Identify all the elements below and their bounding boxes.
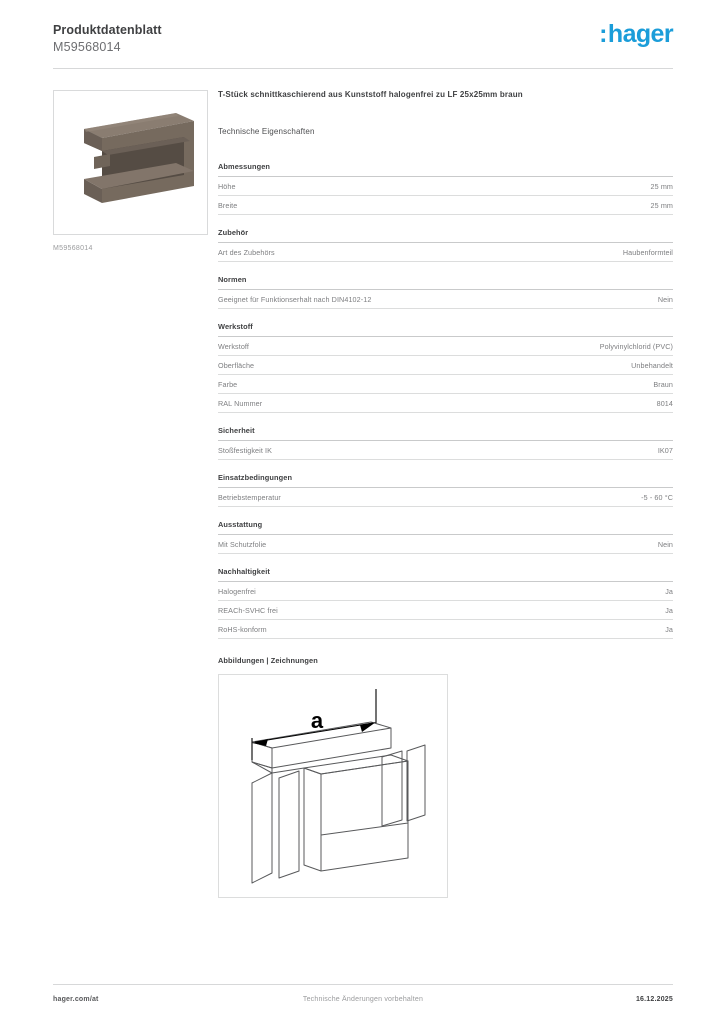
logo-wordmark: hager (607, 20, 673, 48)
spec-row (218, 196, 673, 215)
spec-label: RoHS-konform (218, 625, 267, 635)
spec-row (218, 356, 673, 375)
spec-group-title: Abmessungen (218, 162, 673, 177)
spec-row (218, 620, 673, 639)
spec-row (218, 290, 673, 309)
spec-value: Ja (665, 625, 673, 635)
spec-label: Breite (218, 201, 238, 211)
spec-label: Mit Schutzfolie (218, 540, 267, 550)
spec-value: Haubenformteil (622, 248, 673, 258)
page-header (53, 22, 673, 68)
spec-label: Höhe (218, 182, 236, 192)
spec-label: REACh-SVHC frei (218, 606, 278, 616)
spec-label: Farbe (218, 380, 238, 390)
footer-date: 16.12.2025 (635, 996, 673, 1003)
spec-value: -5 - 60 °C (641, 493, 673, 503)
spec-row (218, 488, 673, 507)
spec-group (218, 426, 673, 460)
spec-value: Polyvinylchlorid (PVC) (599, 342, 673, 352)
spec-group (218, 228, 673, 262)
product-figure (53, 90, 208, 252)
page-title: Produktdatenblatt (53, 23, 162, 37)
spec-row (218, 375, 673, 394)
technical-drawing (219, 675, 447, 897)
drawing-dimension-label: a (310, 708, 324, 734)
spec-groups (218, 162, 673, 639)
spec-group (218, 275, 673, 309)
product-image-box (53, 90, 208, 235)
product-reference: M59568014 (53, 39, 121, 54)
spec-label: Art des Zubehörs (218, 248, 275, 258)
spec-group (218, 473, 673, 507)
spec-group (218, 520, 673, 554)
logo-colon-icon: : (599, 20, 607, 48)
spec-label: Geeignet für Funktionserhalt nach DIN4102-12 (218, 295, 372, 305)
spec-row (218, 394, 673, 413)
footer-disclaimer: Technische Änderungen vorbehalten (302, 996, 424, 1003)
spec-value: IK07 (657, 446, 673, 456)
spec-label: RAL Nummer (218, 399, 263, 409)
spec-row (218, 337, 673, 356)
spec-value: 8014 (656, 399, 673, 409)
spec-label: Stoßfestigkeit IK (218, 446, 273, 456)
spec-label: Betriebstemperatur (218, 493, 281, 503)
hager-logo (599, 20, 673, 49)
spec-row (218, 582, 673, 601)
spec-value: Unbehandelt (631, 361, 673, 371)
spec-value: 25 mm (650, 201, 673, 211)
specs-content (218, 90, 673, 898)
spec-value: Nein (657, 295, 673, 305)
spec-row (218, 441, 673, 460)
spec-group-title: Sicherheit (218, 426, 673, 441)
spec-group (218, 162, 673, 215)
spec-group-title: Werkstoff (218, 322, 673, 337)
spec-value: Ja (665, 606, 673, 616)
spec-value: Nein (657, 540, 673, 550)
spec-value: Braun (653, 380, 673, 390)
spec-group-title: Einsatzbedingungen (218, 473, 673, 488)
technical-properties-heading: Technische Eigenschaften (218, 127, 315, 137)
spec-group-title: Ausstattung (218, 520, 673, 535)
spec-group-title: Nachhaltigkeit (218, 567, 673, 582)
spec-label: Oberfläche (218, 361, 255, 371)
spec-group-title: Normen (218, 275, 673, 290)
spec-group (218, 322, 673, 413)
spec-row (218, 243, 673, 262)
header-titles (53, 22, 162, 55)
spec-value: 25 mm (650, 182, 673, 192)
product-name: T-Stück schnittkaschierend aus Kunststoff halogenfrei zu LF 25x25mm braun (218, 90, 523, 99)
footer-website[interactable]: hager.com/at (53, 996, 99, 1003)
spec-label: Werkstoff (218, 342, 249, 352)
spec-group (218, 567, 673, 639)
spec-row (218, 601, 673, 620)
drawings-heading: Abbildungen | Zeichnungen (218, 656, 318, 666)
spec-label: Halogenfrei (218, 587, 256, 597)
spec-row (218, 535, 673, 554)
product-image-caption: M59568014 (53, 245, 93, 252)
header-divider (53, 68, 673, 69)
technical-drawing-box (218, 674, 448, 898)
spec-group-title: Zubehör (218, 228, 673, 243)
page-footer (53, 996, 673, 1003)
product-photo (54, 91, 207, 234)
spec-row (218, 177, 673, 196)
footer-divider (53, 984, 673, 985)
spec-value: Ja (665, 587, 673, 597)
